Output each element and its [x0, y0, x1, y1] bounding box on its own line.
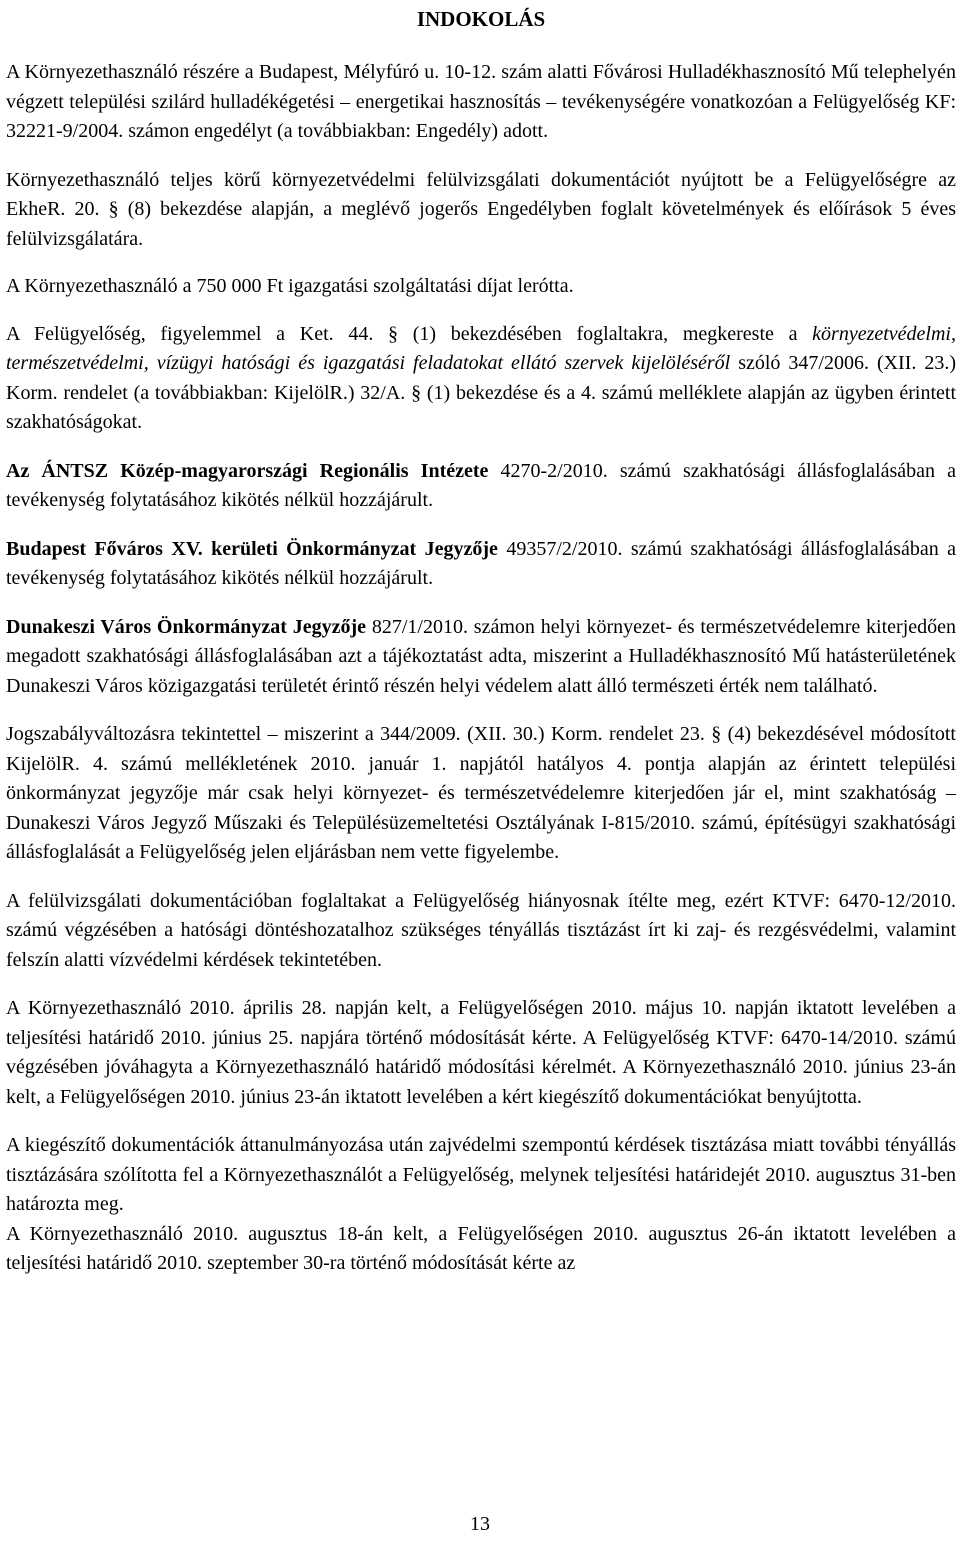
paragraph-deadline-extension: A Környezethasználó 2010. április 28. napján kelt, a Felügyelőségen 2010. május 10. napján iktatott levelében a teljesítési határidő 2010. június 25. napjára történő módosítását kérte. A Felügyelőség KTVF: 6470-14/2010. számú végzésében jóváhagyta a Környezethasználó határidő módosítási kérelmét. A Környezethasználó 2010. június 23-án kelt, a Felügyelőségen 2010. június 23-án iktatott levelében a kért kiegészítő dokumentációkat benyújtotta. [6, 997, 956, 1108]
dunakeszi-text: 827/1/2010. számon helyi környezet- és természetvédelemre kiterjedően megadott szakhatósági állásfoglalásában azt a tájékoztatást adta, miszerint a Hulladékhasznosító Mű hatásterületének Dunakeszi Város közigazgatási területét érintő részén helyi védelem alatt álló természeti érték nem található. [6, 615, 957, 697]
paragraph-antsz [6, 457, 956, 516]
dunakeszi-name: Dunakeszi Város Önkormányzat Jegyzője [6, 615, 367, 638]
budapest-xv-text: 49357/2/2010. számú szakhatósági állásfoglalásában a tevékenység folytatásához kikötés nélkül hozzájárult. [6, 537, 956, 589]
paragraph-noise-questions: A kiegészítő dokumentációk áttanulmányozása után zajvédelmi szempontú kérdések tisztázása miatt további tényállás tisztázására szólította fel a Környezethasználót a Felügyelőség, melynek teljesítési határidejét 2010. augusztus 31-ben határozta meg. [6, 1134, 956, 1215]
paragraph-law-change: Jogszabályváltozásra tekintettel – miszerint a 344/2009. (XII. 30.) Korm. rendelet 23. § (4) bekezdésével módosított KijelölR. 4. számú mellékletének 2010. január 1. napjától hatályos 4. pontja alapján az érintett települési önkormányzat jegyzője már csak helyi környezet- és természetvédelemre kiterjedően jár el, mint szakhatóság – Dunakeszi Város Jegyző Műszaki és Településüzemeltetési Osztályának I-815/2010. számú, építésügyi szakhatósági állásfoglalását a Felügyelőség jelen eljárásban nem vette figyelembe. [6, 723, 956, 863]
authorities-request-text-a: A Felügyelőség, figyelemmel a Ket. 44. § (1) bekezdésében foglaltakra, megkereste a [6, 322, 813, 345]
paragraph-deficiency: A felülvizsgálati dokumentációban foglaltakat a Felügyelőség hiányosnak ítélte meg, ezért KTVF: 6470-12/2010. számú végzésében a hatósági döntéshozatalhoz szükséges tényállás tisztázást írt ki zaj- és rezgésvédelmi, valamint felszín alatti vízvédelmi kérdések tekintetében. [6, 889, 956, 971]
budapest-xv-name: Budapest Főváros XV. kerületi Önkormányzat Jegyzője [6, 537, 498, 560]
antsz-name: Az ÁNTSZ Közép-magyarországi Regionális Intézete [6, 459, 489, 482]
page-number: 13 [470, 1513, 490, 1535]
antsz-text: 4270-2/2010. számú szakhatósági állásfoglalásában a tevékenység folytatásához kikötés nélkül hozzájárult. [6, 459, 956, 511]
document-page [6, 0, 956, 1279]
authorities-request-text-b: szóló 347/2006. (XII. 23.) Korm. rendelet (a továbbiakban: KijelölR.) 32/A. § (1) bekezdése és a 4. számú melléklete alapján az ügyben érintett szakhatóságokat. [6, 352, 956, 433]
page-title: INDOKOLÁS [416, 7, 546, 31]
paragraph-permit: A Környezethasználó részére a Budapest, Mélyfúró u. 10-12. szám alatti Fővárosi Hulladékhasznosító Mű telephelyén végzett települési szilárd hulladékégetési – energetikai hasznosítás – tevékenységére vonatkozóan a Felügyelőség KF: 32221-9/2004. számon engedélyt (a továbbiakban: Engedély) adott. [6, 61, 956, 142]
paragraph-september-extension: A Környezethasználó 2010. augusztus 18-án kelt, a Felügyelőségen 2010. augusztus 26-án iktatott levelében a teljesítési határidő 2010. szeptember 30-ra történő módosítását kérte az [6, 1222, 956, 1274]
paragraph-review-submission: Környezethasználó teljes körű környezetvédelmi felülvizsgálati dokumentációt nyújtott be a Felügyelőségre az EkheR. 20. § (8) bekezdése alapján, a meglévő jogerős Engedélyben foglalt követelmények és előírások 5 éves felülvizsgálatára. [6, 168, 956, 250]
decree-title-italic: környezetvédelmi, természetvédelmi, vízügyi hatósági és igazgatási feladatokat ellátó szervek kijelöléséről [6, 322, 956, 374]
paragraph-fee: A Környezethasználó a 750 000 Ft igazgatási szolgáltatási díjat lerótta. [6, 275, 574, 297]
paragraph-budapest-xv [6, 535, 956, 594]
paragraph-authorities-request [6, 320, 956, 438]
paragraph-dunakeszi [6, 613, 956, 702]
